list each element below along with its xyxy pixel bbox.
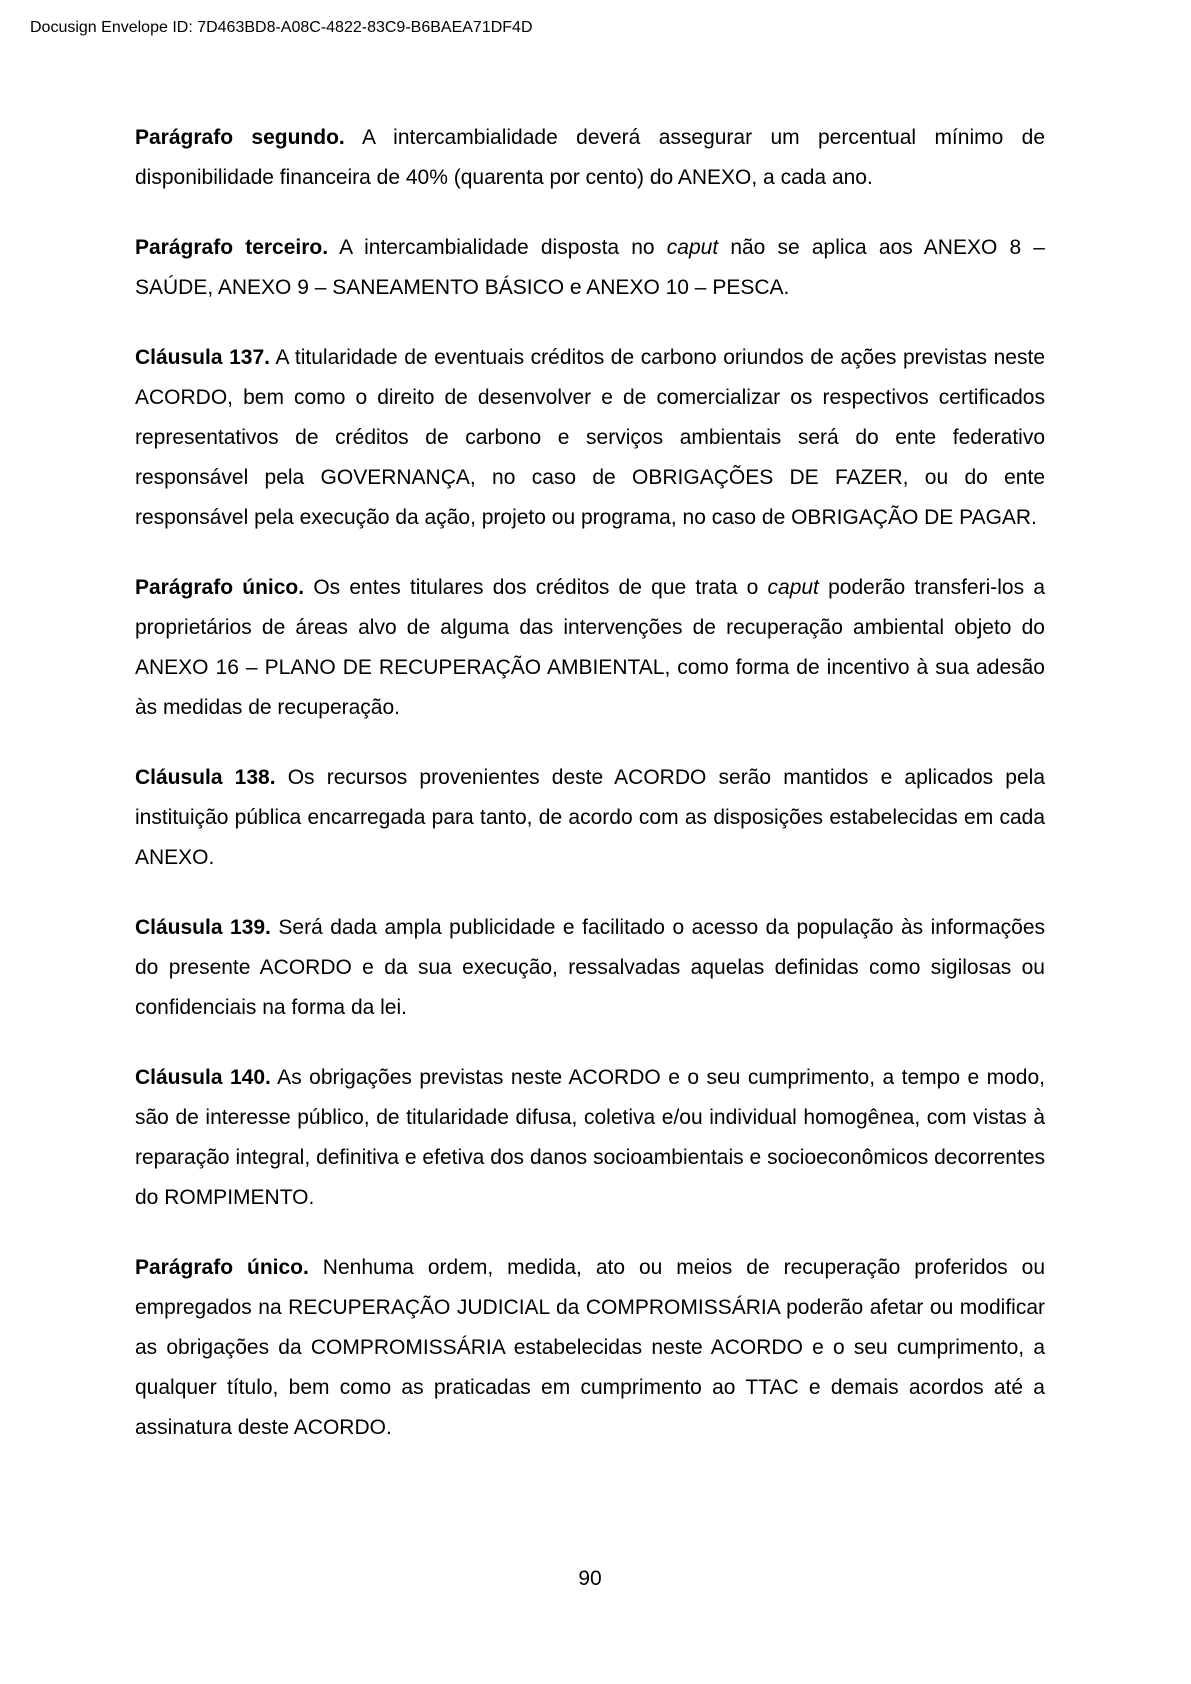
paragraph-paragrafo-unico-137 (135, 568, 1045, 728)
page-number: 90 (578, 1567, 602, 1590)
paragraph-clausula-138 (135, 758, 1045, 878)
paragraph-lead-label: Parágrafo terceiro. (135, 236, 329, 259)
paragraph-text: A intercambialidade deverá assegurar um percentual mínimo de disponibilidade financeira de 40% (quarenta por cento) do ANEXO, a cada ano. (135, 126, 1046, 189)
paragraph-lead-label: Parágrafo segundo. (135, 126, 345, 149)
latin-term-caput: caput (666, 236, 719, 259)
paragraph-text: Os recursos provenientes deste ACORDO serão mantidos e aplicados pela instituição pública encarregada para tanto, de acordo com as disposições estabelecidas em cada ANEXO. (135, 766, 1046, 869)
paragraph-clausula-139 (135, 908, 1045, 1028)
paragraph-text: Será dada ampla publicidade e facilitado o acesso da população às informações do presente ACORDO e da sua execução, ressalvadas aquelas definidas como sigilosas ou confidenciais na forma da lei. (135, 916, 1046, 1019)
paragraph-text: A intercambialidade disposta no (328, 236, 667, 259)
paragraph-paragrafo-unico-140 (135, 1248, 1045, 1448)
paragraph-clausula-137 (135, 338, 1045, 538)
paragraph-text: Os entes titulares dos créditos de que trata o (304, 576, 768, 599)
paragraph-lead-label: Cláusula 139. (135, 916, 271, 939)
paragraph-text: Nenhuma ordem, medida, ato ou meios de recuperação proferidos ou empregados na RECUPERAÇÃO JUDICIAL da COMPROMISSÁRIA poderão afetar ou modificar as obrigações da COMPROMISSÁRIA estabelecidas neste ACORDO e o seu cumprimento, a qualquer título, bem como as praticadas em cumprimento ao TTAC e demais acordos até a assinatura deste ACORDO. (135, 1256, 1045, 1439)
paragraph-text: As obrigações previstas neste ACORDO e o seu cumprimento, a tempo e modo, são de interesse público, de titularidade difusa, coletiva e/ou individual homogênea, com vistas à reparação integral, definitiva e efetiva dos danos socioambientais e socioeconômicos decorrentes do ROMPIMENTO. (135, 1066, 1045, 1209)
paragraph-text: não se aplica aos ANEXO 8 – SAÚDE, ANEXO 9 – SANEAMENTO BÁSICO e ANEXO 10 – PESCA. (135, 236, 1045, 299)
paragraph-paragrafo-segundo (135, 118, 1045, 198)
docusign-envelope-id: Docusign Envelope ID: 7D463BD8-A08C-4822-83C9-B6BAEA71DF4D (30, 19, 533, 36)
document-body (135, 118, 1045, 1478)
paragraph-lead-label: Parágrafo único. (135, 1256, 309, 1279)
paragraph-lead-label: Cláusula 140. (135, 1066, 271, 1089)
paragraph-text: A titularidade de eventuais créditos de carbono oriundos de ações previstas neste ACORDO, bem como o direito de desenvolver e de comercializar os respectivos certificados representativos de créditos de carbono e serviços ambientais será do ente federativo responsável pela GOVERNANÇA, no caso de OBRIGAÇÕES DE FAZER, ou do ente responsável pela execução da ação, projeto ou programa, no caso de OBRIGAÇÃO DE PAGAR. (135, 346, 1045, 529)
paragraph-clausula-140 (135, 1058, 1045, 1218)
paragraph-lead-label: Cláusula 137. (135, 346, 270, 369)
paragraph-lead-label: Cláusula 138. (135, 766, 276, 789)
latin-term-caput: caput (767, 576, 819, 599)
paragraph-paragrafo-terceiro (135, 228, 1045, 308)
paragraph-lead-label: Parágrafo único. (135, 576, 305, 599)
paragraph-text: poderão transferi-los a proprietários de áreas alvo de alguma das intervenções de recuperação ambiental objeto do ANEXO 16 – PLANO DE RECUPERAÇÃO AMBIENTAL, como forma de incentivo à sua adesão às medidas de recuperação. (135, 576, 1045, 719)
